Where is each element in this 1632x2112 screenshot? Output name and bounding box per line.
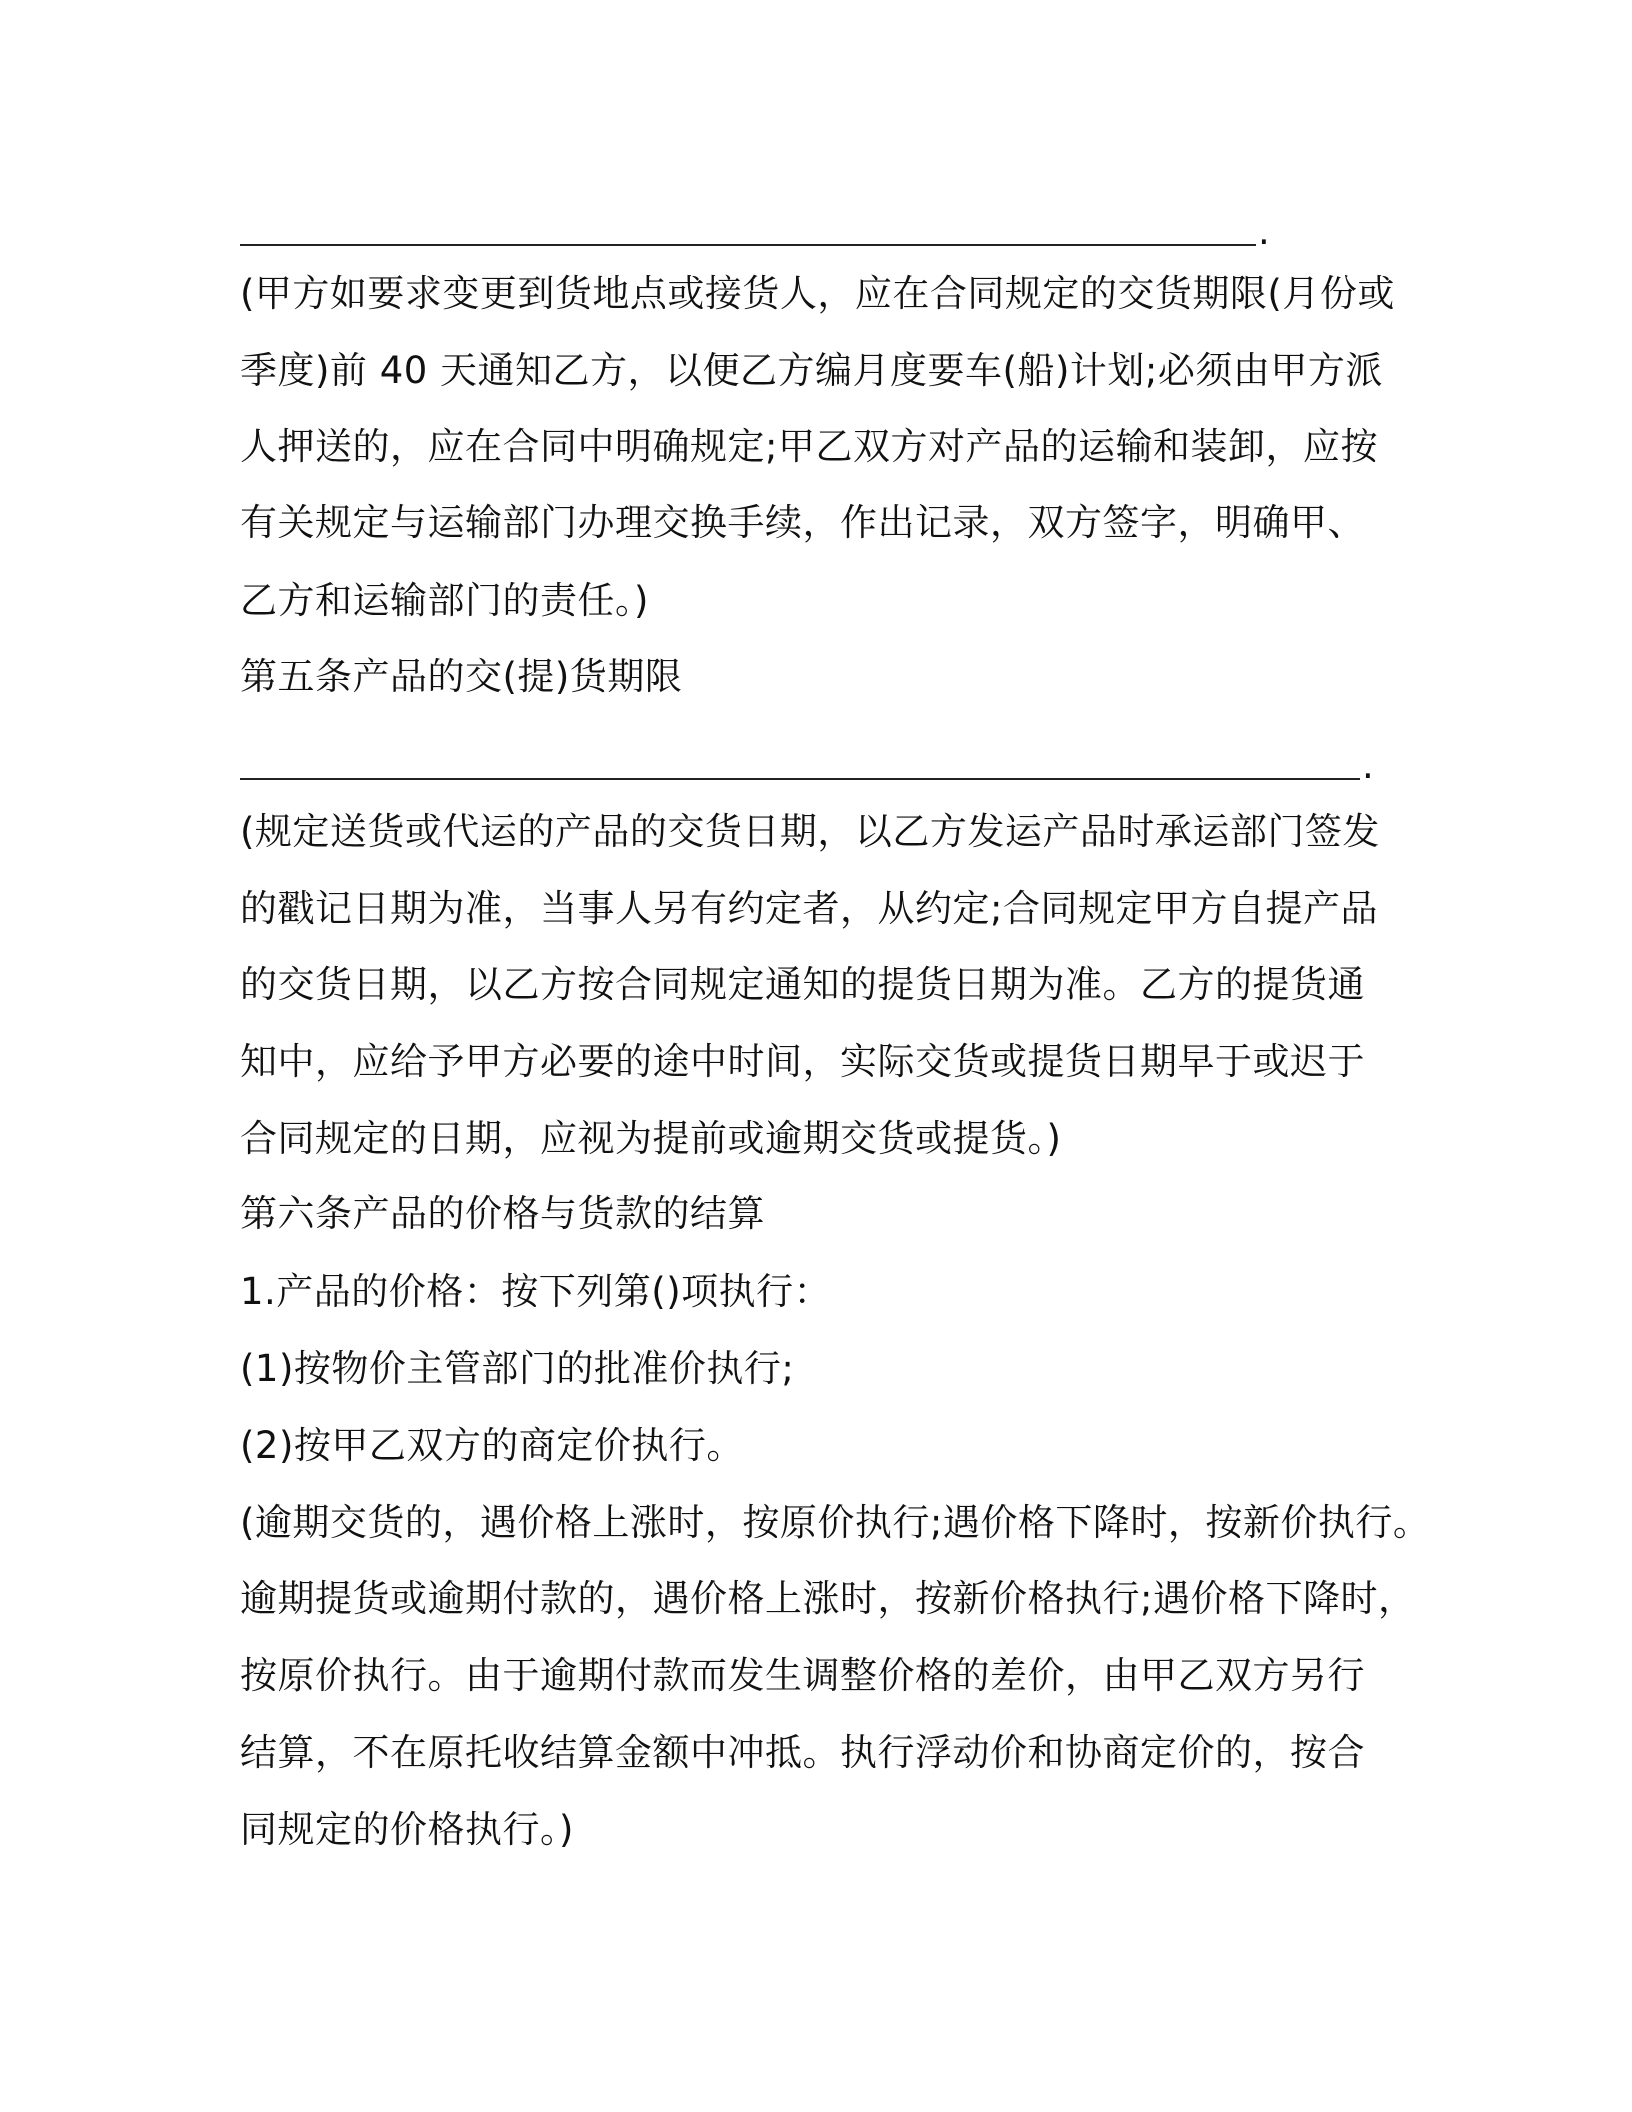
blank-underline xyxy=(240,778,1360,780)
paragraph-line: 的戳记日期为准，当事人另有约定者，从约定;合同规定甲方自提产品 xyxy=(240,887,1378,930)
paragraph-line: 按原价执行。由于逾期付款而发生调整价格的差价，由甲乙双方另行 xyxy=(240,1654,1365,1697)
paragraph-line: 同规定的价格执行。) xyxy=(240,1808,574,1851)
paragraph-line: (逾期交货的，遇价格上涨时，按原价执行;遇价格下降时，按新价执行。 xyxy=(240,1501,1431,1544)
paragraph-line: 结算，不在原托收结算金额中冲抵。执行浮动价和协商定价的，按合 xyxy=(240,1731,1365,1774)
blank-underline xyxy=(240,244,1256,246)
paragraph-line: 人押送的，应在合同中明确规定;甲乙双方对产品的运输和装卸，应按 xyxy=(240,425,1378,468)
paragraph-line: (甲方如要求变更到货地点或接货人，应在合同规定的交货期限(月份或 xyxy=(240,272,1395,315)
blank-end-mark: . xyxy=(1362,744,1374,787)
clause-sub-item: (1)按物价主管部门的批准价执行; xyxy=(240,1347,795,1390)
article-heading: 第五条产品的交(提)货期限 xyxy=(240,655,683,698)
fill-in-blank-line xyxy=(240,208,1270,256)
paragraph-line: 季度)前 40 天通知乙方，以便乙方编月度要车(船)计划;必须由甲方派 xyxy=(240,349,1383,392)
fill-in-blank-line xyxy=(240,742,1374,790)
paragraph-line: 乙方和运输部门的责任。) xyxy=(240,579,649,622)
paragraph-line: 的交货日期，以乙方按合同规定通知的提货日期为准。乙方的提货通 xyxy=(240,963,1365,1006)
paragraph-line: 合同规定的日期，应视为提前或逾期交货或提货。) xyxy=(240,1117,1062,1160)
paragraph-line: 知中，应给予甲方必要的途中时间，实际交货或提货日期早于或迟于 xyxy=(240,1040,1365,1083)
article-heading: 第六条产品的价格与货款的结算 xyxy=(240,1192,765,1235)
clause-item: 1.产品的价格：按下列第()项执行： xyxy=(240,1270,832,1313)
clause-sub-item: (2)按甲乙双方的商定价执行。 xyxy=(240,1424,744,1467)
paragraph-line: (规定送货或代运的产品的交货日期，以乙方发运产品时承运部门签发 xyxy=(240,810,1380,853)
blank-end-mark: . xyxy=(1258,210,1270,253)
paragraph-line: 逾期提货或逾期付款的，遇价格上涨时，按新价格执行;遇价格下降时， xyxy=(240,1577,1416,1620)
paragraph-line: 有关规定与运输部门办理交换手续，作出记录，双方签字，明确甲、 xyxy=(240,501,1365,544)
